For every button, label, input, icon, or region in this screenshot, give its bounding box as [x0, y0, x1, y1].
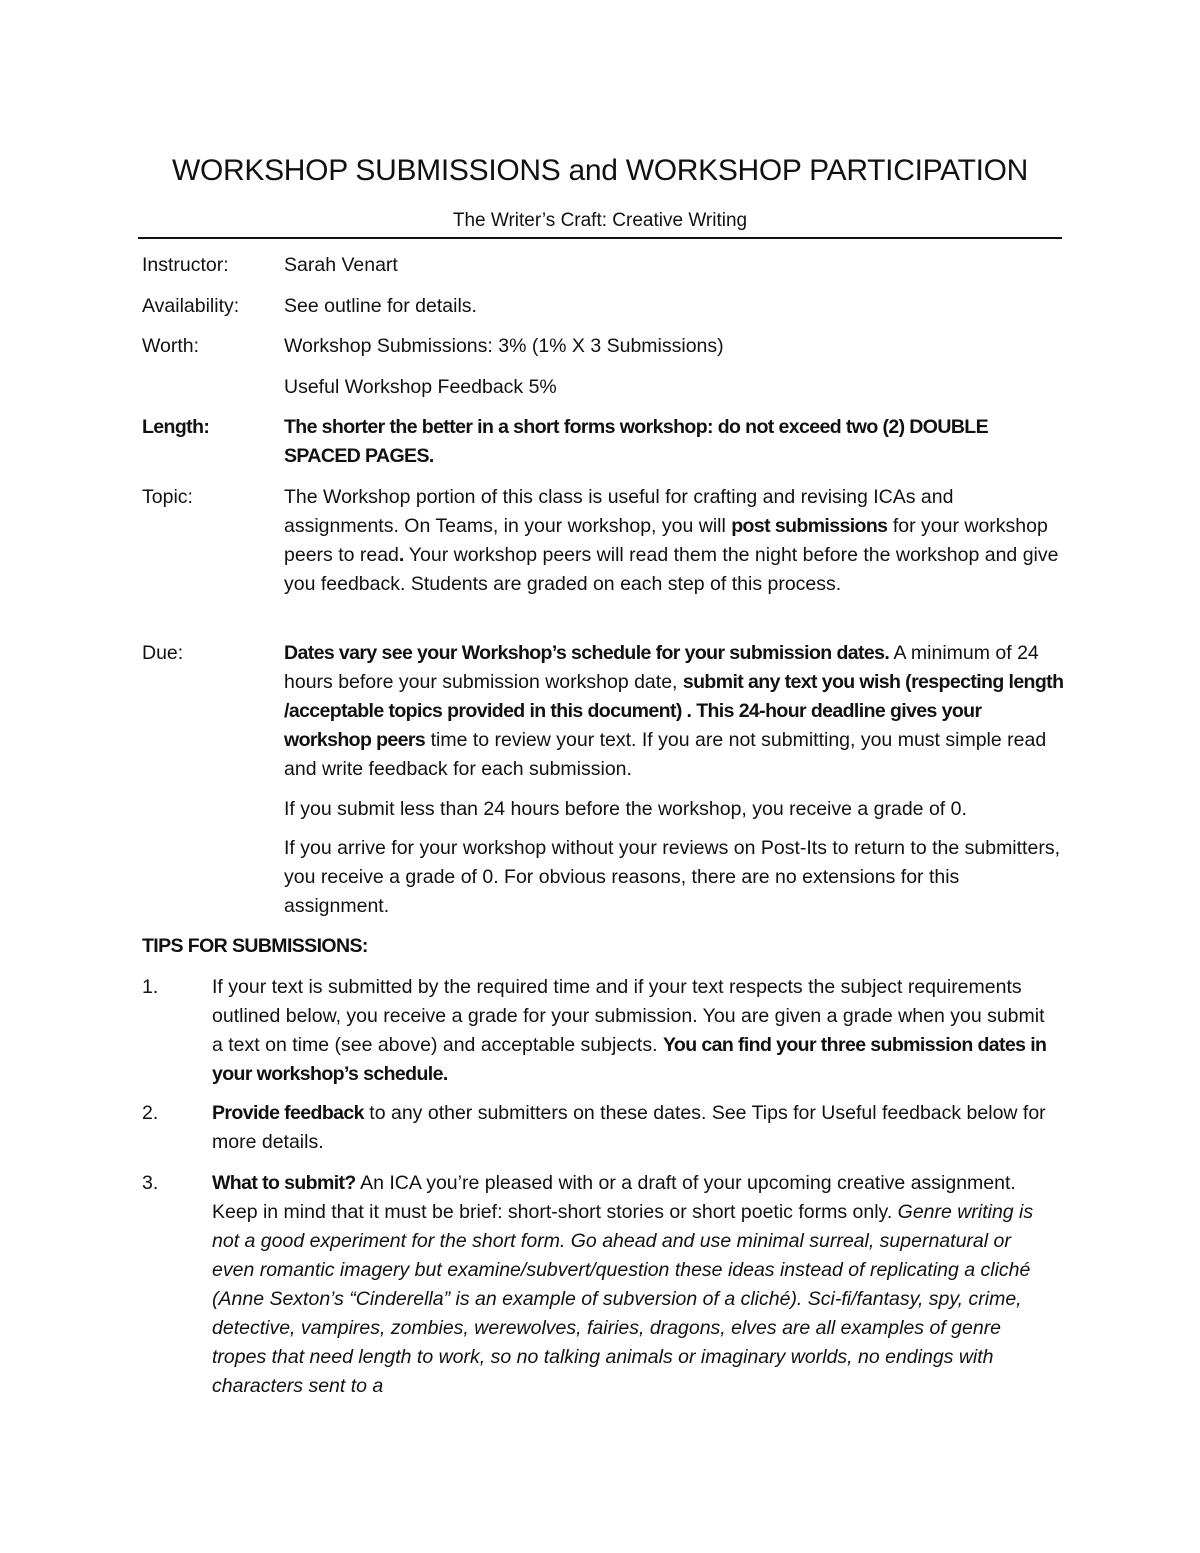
topic-value — [284, 483, 1064, 599]
tip-emphasis: Provide feedback — [212, 1102, 364, 1124]
length-value: The shorter the better in a short forms workshop: do not exceed two (2) DOUBLE SPACED PAGES. — [284, 416, 989, 467]
tip-item-1 — [212, 973, 1052, 1089]
topic-label: Topic: — [142, 486, 193, 508]
tip-text: If your text is submitted by the required time and if your text respects the subject requirements outlined below, you receive a grade for your submission. You are given a grade when you submit a text on time (see above) and acceptable subjects. — [212, 976, 1045, 1056]
worth-value-feedback: Useful Workshop Feedback 5% — [284, 376, 557, 398]
due-reviews-note: If you arrive for your workshop without your reviews on Post-Its to return to the submitters, you receive a grade of 0. For obvious reasons, there are no extensions for this assignment. — [284, 837, 1060, 917]
due-text: A minimum of 24 hours before your submission workshop date, — [284, 642, 1039, 693]
tip-item-2 — [212, 1099, 1052, 1157]
page-title: WORKSHOP SUBMISSIONS and WORKSHOP PARTICIPATION — [171, 154, 1029, 187]
worth-value-submissions: Workshop Submissions: 3% (1% X 3 Submissions) — [284, 335, 724, 357]
due-late-note: If you submit less than 24 hours before the workshop, you receive a grade of 0. — [284, 798, 967, 820]
tip-number: 2. — [142, 1102, 159, 1124]
topic-text: The Workshop portion of this class is useful for crafting and revising ICAs and assignments. On Teams, in your workshop, you will — [284, 486, 954, 537]
page-subtitle: The Writer’s Craft: Creative Writing — [452, 210, 748, 231]
tips-heading: TIPS FOR SUBMISSIONS: — [142, 935, 368, 957]
due-label: Due: — [142, 642, 184, 664]
topic-text: Your workshop peers will read them the night before the workshop and give you feedback. Students are graded on each step of this process. — [284, 544, 1059, 595]
availability-value: See outline for details. — [284, 295, 477, 317]
tip-number: 1. — [142, 976, 159, 998]
tip-item-3 — [212, 1169, 1052, 1401]
tip-text: An ICA you’re pleased with or a draft of your upcoming creative assignment. Keep in mind that it must be brief: short-short stories or short poetic forms only. — [212, 1172, 1016, 1223]
topic-emphasis: post submissions — [731, 515, 888, 537]
tip-emphasis: You can find your three submission dates in your workshop’s schedule. — [212, 1034, 1047, 1085]
header-divider — [138, 237, 1062, 239]
tip-emphasis: What to submit? — [212, 1172, 356, 1194]
due-emphasis: Dates vary see your Workshop’s schedule for your submission dates. — [284, 642, 890, 664]
tip-italic-text: Genre writing is not a good experiment for the short form. Go ahead and use minimal surreal, supernatural or even romantic imagery but examine/subvert/question these ideas instead of replicating a cliché (Anne Sexton’s “Cinderella” is an example of subversion of a cliché). Sci-fi/fantasy, spy, crime, detective, vampires, zombies, werewolves, fairies, dragons, elves are all examples of genre tropes that need length to work, so no talking animals or imaginary worlds, no endings with characters sent to a — [212, 1201, 1034, 1397]
due-emphasis: submit any text you wish (respecting length /acceptable topics provided in this document) . This 24-hour deadline gives your workshop peers — [284, 671, 1064, 751]
tip-text: to any other submitters on these dates. See Tips for Useful feedback below for more details. — [212, 1102, 1046, 1153]
instructor-label: Instructor: — [142, 254, 229, 276]
availability-label: Availability: — [142, 295, 240, 317]
topic-emphasis: . — [398, 544, 404, 566]
tip-number: 3. — [142, 1172, 159, 1194]
worth-label: Worth: — [142, 335, 200, 357]
due-value — [284, 639, 1064, 784]
due-text: time to review your text. If you are not submitting, you must simple read and write feedback for each submission. — [284, 729, 1047, 780]
topic-text: for your workshop peers to read — [284, 515, 1048, 566]
length-label: Length: — [142, 416, 210, 438]
instructor-value: Sarah Venart — [284, 254, 398, 276]
